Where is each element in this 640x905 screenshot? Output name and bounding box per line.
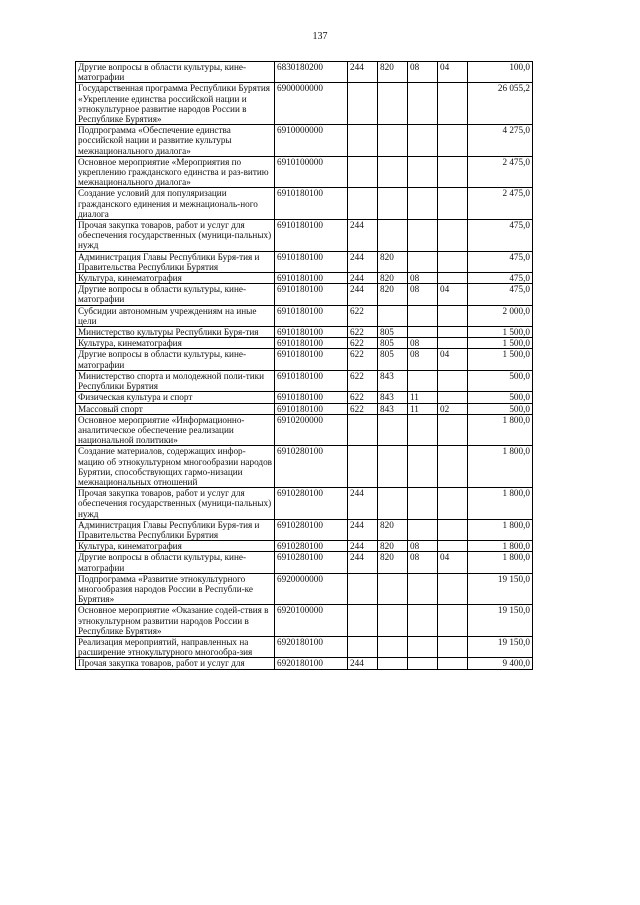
administrator-code-cell: 805 <box>378 349 408 370</box>
expense-type-code-cell: 244 <box>348 488 378 520</box>
row-name-cell: Подпрограмма «Обеспечение единства российской нации и развитие культуры межнационального диалога» <box>76 125 275 157</box>
subsection-code-cell <box>438 392 468 403</box>
subsection-code-cell <box>438 446 468 488</box>
amount-cell: 100,0 <box>468 62 533 83</box>
subsection-code-cell <box>438 273 468 284</box>
target-article-code-cell: 6910180100 <box>275 349 348 370</box>
table-row <box>76 488 533 520</box>
target-article-code-cell: 6910180100 <box>275 273 348 284</box>
section-code-cell <box>408 605 438 637</box>
section-code-cell <box>408 83 438 125</box>
expense-type-code-cell: 622 <box>348 349 378 370</box>
expense-type-code-cell: 244 <box>348 541 378 552</box>
section-code-cell: 08 <box>408 338 438 349</box>
amount-cell: 4 275,0 <box>468 125 533 157</box>
row-name-cell: Подпрограмма «Развитие этнокультурного многообразия народов России в Республи-ке Бурятия» <box>76 573 275 605</box>
page-number: 137 <box>312 31 328 42</box>
section-code-cell <box>408 125 438 157</box>
table-row <box>76 125 533 157</box>
expense-type-code-cell <box>348 605 378 637</box>
target-article-code-cell: 6910000000 <box>275 125 348 157</box>
amount-cell: 475,0 <box>468 284 533 305</box>
expense-type-code-cell: 244 <box>348 519 378 540</box>
administrator-code-cell <box>378 446 408 488</box>
amount-cell: 1 500,0 <box>468 349 533 370</box>
subsection-code-cell <box>438 370 468 391</box>
target-article-code-cell: 6910100000 <box>275 156 348 188</box>
row-name-cell: Реализация мероприятий, направленных на расширение этнокультурного многообра-зия <box>76 636 275 657</box>
amount-cell: 1 800,0 <box>468 488 533 520</box>
section-code-cell: 11 <box>408 392 438 403</box>
target-article-code-cell: 6910280100 <box>275 446 348 488</box>
amount-cell: 1 800,0 <box>468 541 533 552</box>
administrator-code-cell: 843 <box>378 370 408 391</box>
subsection-code-cell <box>438 541 468 552</box>
administrator-code-cell: 805 <box>378 338 408 349</box>
section-code-cell <box>408 305 438 326</box>
row-name-cell: Государственная программа Республики Бурятия «Укрепление единства российской нации и этнокультурное развитие народов России в Республике Бурятия» <box>76 83 275 125</box>
target-article-code-cell: 6910180100 <box>275 392 348 403</box>
subsection-code-cell <box>438 658 468 669</box>
expense-type-code-cell: 244 <box>348 220 378 252</box>
table-row <box>76 156 533 188</box>
table-row <box>76 273 533 284</box>
section-code-cell: 08 <box>408 541 438 552</box>
row-name-cell: Основное мероприятие «Информационно-аналитическое обеспечение реализации национальной политики» <box>76 414 275 446</box>
amount-cell: 1 800,0 <box>468 519 533 540</box>
administrator-code-cell: 820 <box>378 552 408 573</box>
expense-type-code-cell: 622 <box>348 305 378 326</box>
target-article-code-cell: 6900000000 <box>275 83 348 125</box>
target-article-code-cell: 6910180100 <box>275 251 348 272</box>
target-article-code-cell: 6910180100 <box>275 403 348 414</box>
administrator-code-cell: 820 <box>378 541 408 552</box>
amount-cell: 9 400,0 <box>468 658 533 669</box>
table-row <box>76 636 533 657</box>
subsection-code-cell: 02 <box>438 403 468 414</box>
amount-cell: 19 150,0 <box>468 605 533 637</box>
section-code-cell <box>408 156 438 188</box>
row-name-cell: Прочая закупка товаров, работ и услуг для обеспечения государственных (муници-пальных) нужд <box>76 488 275 520</box>
expense-type-code-cell: 622 <box>348 327 378 338</box>
table-row <box>76 83 533 125</box>
table-row <box>76 349 533 370</box>
expense-type-code-cell: 244 <box>348 62 378 83</box>
subsection-code-cell: 04 <box>438 62 468 83</box>
row-name-cell: Прочая закупка товаров, работ и услуг для <box>76 658 275 669</box>
row-name-cell: Администрация Главы Республики Буря-тия и Правительства Республики Бурятия <box>76 251 275 272</box>
subsection-code-cell <box>438 519 468 540</box>
target-article-code-cell: 6910280100 <box>275 519 348 540</box>
section-code-cell: 08 <box>408 62 438 83</box>
amount-cell: 475,0 <box>468 220 533 252</box>
administrator-code-cell: 843 <box>378 392 408 403</box>
expense-type-code-cell: 244 <box>348 658 378 669</box>
subsection-code-cell <box>438 605 468 637</box>
section-code-cell <box>408 414 438 446</box>
target-article-code-cell: 6910180100 <box>275 188 348 220</box>
table-row <box>76 188 533 220</box>
administrator-code-cell: 820 <box>378 251 408 272</box>
expense-type-code-cell <box>348 156 378 188</box>
subsection-code-cell <box>438 573 468 605</box>
amount-cell: 1 500,0 <box>468 338 533 349</box>
section-code-cell <box>408 188 438 220</box>
administrator-code-cell <box>378 658 408 669</box>
expense-type-code-cell <box>348 573 378 605</box>
budget-table-body <box>76 62 533 670</box>
target-article-code-cell: 6910180100 <box>275 370 348 391</box>
amount-cell: 19 150,0 <box>468 636 533 657</box>
subsection-code-cell <box>438 338 468 349</box>
section-code-cell <box>408 446 438 488</box>
table-row <box>76 62 533 83</box>
row-name-cell: Культура, кинематография <box>76 273 275 284</box>
expense-type-code-cell: 244 <box>348 251 378 272</box>
amount-cell: 1 800,0 <box>468 414 533 446</box>
amount-cell: 475,0 <box>468 251 533 272</box>
subsection-code-cell <box>438 188 468 220</box>
row-name-cell: Массовый спорт <box>76 403 275 414</box>
target-article-code-cell: 6910180100 <box>275 220 348 252</box>
row-name-cell: Создание условий для популяризации гражданского единения и межнациональ-ного диалога <box>76 188 275 220</box>
target-article-code-cell: 6910200000 <box>275 414 348 446</box>
row-name-cell: Другие вопросы в области культуры, кине-матографии <box>76 62 275 83</box>
target-article-code-cell: 6910280100 <box>275 541 348 552</box>
row-name-cell: Культура, кинематография <box>76 338 275 349</box>
administrator-code-cell <box>378 305 408 326</box>
amount-cell: 1 500,0 <box>468 327 533 338</box>
expense-type-code-cell: 622 <box>348 392 378 403</box>
subsection-code-cell <box>438 220 468 252</box>
subsection-code-cell <box>438 488 468 520</box>
expense-type-code-cell: 622 <box>348 338 378 349</box>
subsection-code-cell <box>438 156 468 188</box>
row-name-cell: Основное мероприятие «Мероприятия по укреплению гражданского единства и раз-витию межнационального диалога» <box>76 156 275 188</box>
target-article-code-cell: 6920000000 <box>275 573 348 605</box>
section-code-cell <box>408 519 438 540</box>
table-row <box>76 541 533 552</box>
target-article-code-cell: 6910280100 <box>275 552 348 573</box>
target-article-code-cell: 6910280100 <box>275 488 348 520</box>
amount-cell: 2 000,0 <box>468 305 533 326</box>
subsection-code-cell <box>438 251 468 272</box>
section-code-cell <box>408 658 438 669</box>
administrator-code-cell: 820 <box>378 273 408 284</box>
amount-cell: 19 150,0 <box>468 573 533 605</box>
target-article-code-cell: 6920100000 <box>275 605 348 637</box>
subsection-code-cell: 04 <box>438 552 468 573</box>
table-row <box>76 392 533 403</box>
administrator-code-cell <box>378 605 408 637</box>
administrator-code-cell: 820 <box>378 519 408 540</box>
target-article-code-cell: 6910180100 <box>275 338 348 349</box>
section-code-cell <box>408 327 438 338</box>
target-article-code-cell: 6830180200 <box>275 62 348 83</box>
section-code-cell: 08 <box>408 552 438 573</box>
budget-table <box>75 61 533 670</box>
amount-cell: 2 475,0 <box>468 188 533 220</box>
expense-type-code-cell: 622 <box>348 403 378 414</box>
administrator-code-cell <box>378 573 408 605</box>
table-row <box>76 305 533 326</box>
section-code-cell: 08 <box>408 284 438 305</box>
administrator-code-cell: 805 <box>378 327 408 338</box>
expense-type-code-cell <box>348 414 378 446</box>
row-name-cell: Администрация Главы Республики Буря-тия и Правительства Республики Бурятия <box>76 519 275 540</box>
table-row <box>76 220 533 252</box>
subsection-code-cell <box>438 327 468 338</box>
amount-cell: 500,0 <box>468 392 533 403</box>
row-name-cell: Министерство спорта и молодежной поли-тики Республики Бурятия <box>76 370 275 391</box>
expense-type-code-cell: 244 <box>348 273 378 284</box>
target-article-code-cell: 6910180100 <box>275 327 348 338</box>
amount-cell: 475,0 <box>468 273 533 284</box>
table-row <box>76 552 533 573</box>
administrator-code-cell <box>378 220 408 252</box>
section-code-cell: 08 <box>408 349 438 370</box>
administrator-code-cell <box>378 125 408 157</box>
administrator-code-cell <box>378 414 408 446</box>
subsection-code-cell <box>438 83 468 125</box>
subsection-code-cell: 04 <box>438 284 468 305</box>
administrator-code-cell: 820 <box>378 284 408 305</box>
table-row <box>76 573 533 605</box>
section-code-cell: 11 <box>408 403 438 414</box>
amount-cell: 1 800,0 <box>468 552 533 573</box>
row-name-cell: Другие вопросы в области культуры, кине-матографии <box>76 552 275 573</box>
amount-cell: 2 475,0 <box>468 156 533 188</box>
expense-type-code-cell <box>348 636 378 657</box>
expense-type-code-cell <box>348 446 378 488</box>
section-code-cell <box>408 488 438 520</box>
section-code-cell <box>408 251 438 272</box>
administrator-code-cell <box>378 83 408 125</box>
section-code-cell <box>408 636 438 657</box>
amount-cell: 500,0 <box>468 370 533 391</box>
subsection-code-cell: 04 <box>438 349 468 370</box>
administrator-code-cell <box>378 156 408 188</box>
amount-cell: 1 800,0 <box>468 446 533 488</box>
subsection-code-cell <box>438 125 468 157</box>
administrator-code-cell: 843 <box>378 403 408 414</box>
row-name-cell: Другие вопросы в области культуры, кине-матографии <box>76 349 275 370</box>
row-name-cell: Основное мероприятие «Оказание содей-ствия в этнокультурном развитии народов России в Республике Бурятия» <box>76 605 275 637</box>
row-name-cell: Министерство культуры Республики Буря-тия <box>76 327 275 338</box>
table-row <box>76 519 533 540</box>
target-article-code-cell: 6920180100 <box>275 636 348 657</box>
expense-type-code-cell: 244 <box>348 284 378 305</box>
target-article-code-cell: 6910180100 <box>275 284 348 305</box>
expense-type-code-cell <box>348 125 378 157</box>
section-code-cell <box>408 370 438 391</box>
table-row <box>76 370 533 391</box>
table-row <box>76 338 533 349</box>
row-name-cell: Прочая закупка товаров, работ и услуг для обеспечения государственных (муници-пальных) нужд <box>76 220 275 252</box>
table-row <box>76 605 533 637</box>
section-code-cell <box>408 220 438 252</box>
subsection-code-cell <box>438 305 468 326</box>
expense-type-code-cell: 244 <box>348 552 378 573</box>
target-article-code-cell: 6920180100 <box>275 658 348 669</box>
table-row <box>76 403 533 414</box>
section-code-cell: 08 <box>408 273 438 284</box>
table-row <box>76 251 533 272</box>
amount-cell: 500,0 <box>468 403 533 414</box>
administrator-code-cell <box>378 188 408 220</box>
table-row <box>76 446 533 488</box>
subsection-code-cell <box>438 414 468 446</box>
table-row <box>76 658 533 669</box>
table-row <box>76 284 533 305</box>
table-row <box>76 327 533 338</box>
row-name-cell: Субсидии автономным учреждениям на иные цели <box>76 305 275 326</box>
amount-cell: 26 055,2 <box>468 83 533 125</box>
section-code-cell <box>408 573 438 605</box>
row-name-cell: Физическая культура и спорт <box>76 392 275 403</box>
row-name-cell: Культура, кинематография <box>76 541 275 552</box>
administrator-code-cell <box>378 636 408 657</box>
administrator-code-cell <box>378 488 408 520</box>
expense-type-code-cell: 622 <box>348 370 378 391</box>
row-name-cell: Создание материалов, содержащих инфор-мацию об этнокультурном многообразии народов Бурятии, способствующих гармо-низации межнациональных отношений <box>76 446 275 488</box>
expense-type-code-cell <box>348 188 378 220</box>
administrator-code-cell: 820 <box>378 62 408 83</box>
row-name-cell: Другие вопросы в области культуры, кине-матографии <box>76 284 275 305</box>
target-article-code-cell: 6910180100 <box>275 305 348 326</box>
subsection-code-cell <box>438 636 468 657</box>
table-row <box>76 414 533 446</box>
expense-type-code-cell <box>348 83 378 125</box>
